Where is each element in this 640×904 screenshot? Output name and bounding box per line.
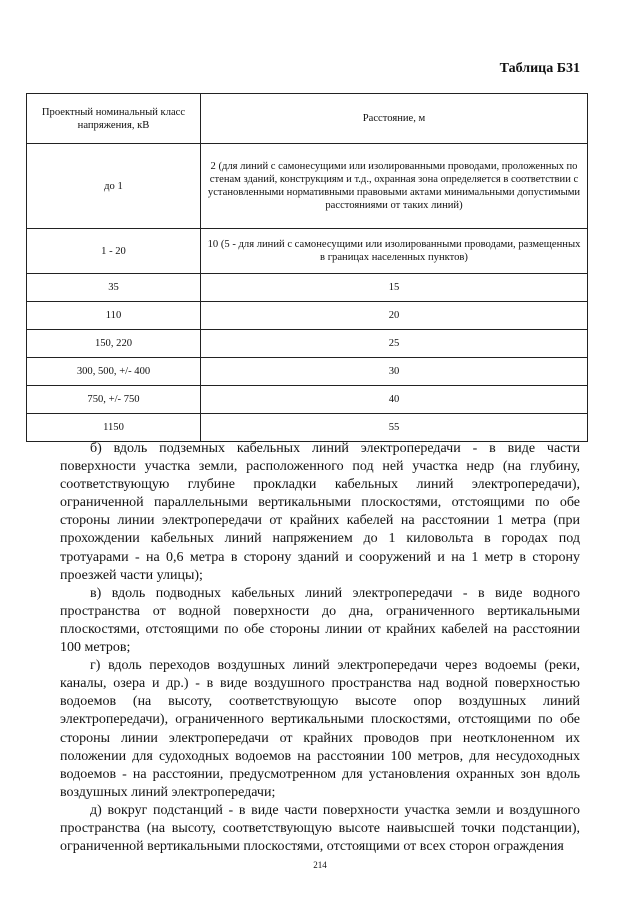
column-header-voltage: Проектный номинальный класс напряжения, кВ [27, 94, 201, 144]
voltage-cell: 750, +/- 750 [27, 386, 201, 414]
voltage-cell: 110 [27, 302, 201, 330]
table-title: Таблица Б31 [499, 61, 580, 76]
paragraph-water-crossings: г) вдоль переходов воздушных линий электропередачи через водоемы (реки, каналы, озера и др.) - в виде воздушного пространства над водной поверхностью водоемов (на высоту, соответствующую высоте опор воздушных линий электропередачи), ограниченного вертикальными плоскостями, отстоящими по обе стороны линии электропередачи от крайних проводов при неотклоненном их положении для судоходных водоемов на расстоянии 100 метров, для несудоходных водоемов - на расстоянии, предусмотренном для установления охранных зон вдоль воздушных линий электропередачи; [60, 658, 580, 800]
table-row [27, 302, 588, 330]
distance-cell: 10 (5 - для линий с самонесущими или изолированными проводами, размещенных в границах населенных пунктов) [201, 229, 588, 274]
voltage-cell: 1150 [27, 414, 201, 442]
voltage-cell: 1 - 20 [27, 229, 201, 274]
table-row [27, 358, 588, 386]
table-row [27, 274, 588, 302]
paragraph-substations: д) вокруг подстанций - в виде части поверхности участка земли и воздушного пространства (на высоту, соответствующую высоте наивысшей точки подстанции), ограниченной вертикальными плоскостями, отстоящими от всех сторон ограждения [60, 802, 580, 855]
distance-cell: 40 [201, 386, 588, 414]
table-row [27, 330, 588, 358]
table-row [27, 386, 588, 414]
distance-cell: 55 [201, 414, 588, 442]
distance-cell: 20 [201, 302, 588, 330]
voltage-cell: до 1 [27, 144, 201, 229]
column-header-distance: Расстояние, м [201, 94, 588, 144]
distance-table [26, 93, 588, 442]
distance-cell: 2 (для линий с самонесущими или изолированными проводами, проложенных по стенам зданий, конструкциям и т.д., охранная зона определяется в соответствии с установленными нормативными правовыми актами минимальными допустимыми расстояниями от таких линий) [201, 144, 588, 229]
paragraph-underground-cables: б) вдоль подземных кабельных линий электропередачи - в виде части поверхности участка земли, расположенного под ней участка недр (на глубину, соответствующую глубине прокладки кабельных линий электропередачи), ограниченной параллельными вертикальными плоскостями, отстоящими по обе стороны линии электропередачи от крайних кабелей на расстоянии 1 метра (при прохождении кабельных линий напряжением до 1 киловольта в городах под тротуарами - на 0,6 метра в сторону зданий и сооружений и на 1 метр в сторону проезжей части улицы); [60, 441, 580, 583]
paragraph-underwater-cables: в) вдоль подводных кабельных линий электропередачи - в виде водного пространства от водной поверхности до дна, ограниченного вертикальными плоскостями, отстоящими по обе стороны линии от крайних кабелей на расстоянии 100 метров; [60, 585, 580, 656]
distance-cell: 25 [201, 330, 588, 358]
voltage-cell: 150, 220 [27, 330, 201, 358]
page-number: 214 [313, 860, 327, 870]
distance-cell: 15 [201, 274, 588, 302]
table-row [27, 229, 588, 274]
voltage-cell: 35 [27, 274, 201, 302]
body-text [60, 440, 580, 856]
table-row [27, 144, 588, 229]
voltage-cell: 300, 500, +/- 400 [27, 358, 201, 386]
distance-cell: 30 [201, 358, 588, 386]
table-row [27, 414, 588, 442]
table-header-row [27, 94, 588, 144]
